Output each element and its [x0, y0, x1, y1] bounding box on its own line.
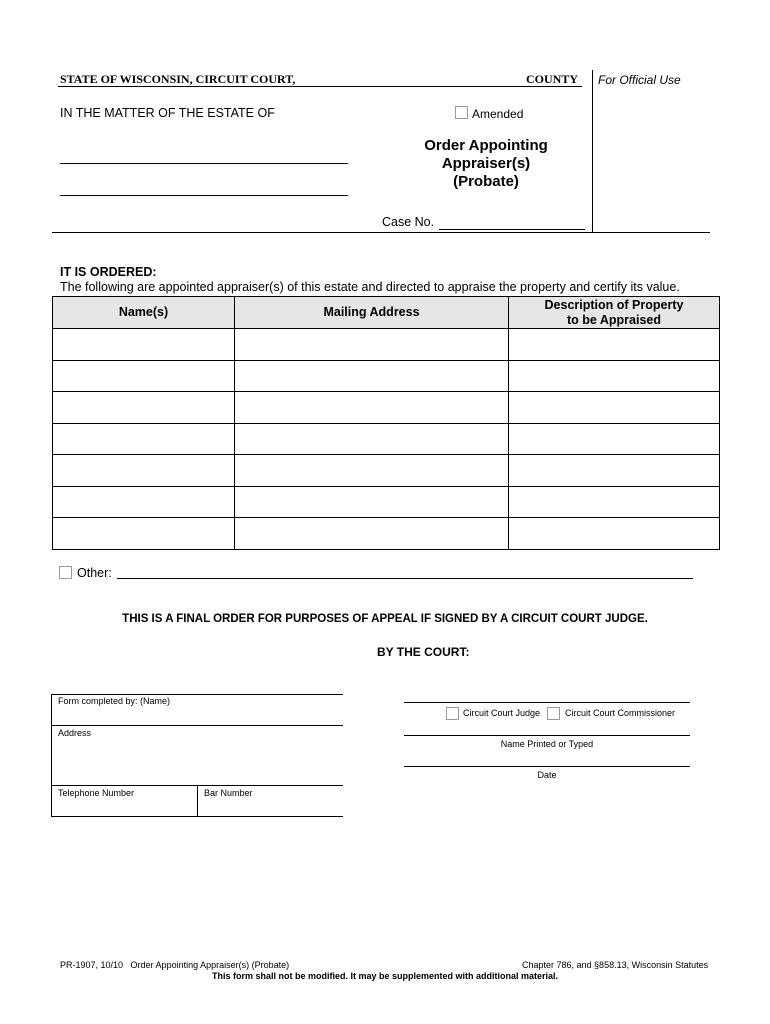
date-label: Date — [537, 770, 557, 780]
county-label: COUNTY — [526, 72, 579, 86]
address-cell[interactable] — [235, 360, 509, 392]
address-cell[interactable] — [235, 423, 509, 455]
name-cell[interactable] — [53, 329, 235, 361]
name-address-divider — [51, 725, 343, 726]
amended-label: Amended — [472, 107, 524, 121]
completed-by-address-label: Address — [58, 728, 92, 738]
table-row — [53, 486, 720, 518]
table-row — [53, 329, 720, 361]
table-row — [53, 423, 720, 455]
other-field[interactable] — [117, 578, 693, 579]
final-order-notice: THIS IS A FINAL ORDER FOR PURPOSES OF APPEAL IF SIGNED BY A CIRCUIT COURT JUDGE. — [122, 613, 648, 625]
table-row — [53, 392, 720, 424]
circuit-court-commissioner-label: Circuit Court Commissioner — [565, 708, 676, 718]
by-the-court-label: BY THE COURT: — [377, 645, 470, 659]
amended-checkbox[interactable] — [455, 106, 468, 119]
completed-by-name-label: Form completed by: (Name) — [58, 696, 171, 706]
form-title-line-2: Appraiser(s) — [441, 155, 531, 172]
address-cell[interactable] — [235, 392, 509, 424]
column-header-names: Name(s) — [53, 297, 235, 329]
order-text: The following are appointed appraiser(s) of this estate and directed to appraise the property and certify its value. — [60, 280, 680, 294]
address-cell[interactable] — [235, 486, 509, 518]
address-cell[interactable] — [235, 518, 509, 550]
circuit-court-judge-checkbox[interactable] — [446, 707, 459, 720]
other-checkbox[interactable] — [59, 566, 72, 579]
completed-by-address-field[interactable] — [52, 740, 342, 784]
official-use-divider — [592, 70, 593, 232]
other-label: Other: — [77, 566, 112, 580]
property-cell[interactable] — [509, 360, 720, 392]
name-printed-line[interactable] — [404, 735, 690, 736]
form-title-line-1: Order Appointing — [424, 137, 548, 154]
completed-by-name-field[interactable] — [52, 708, 342, 724]
decedent-name-line-1[interactable] — [60, 163, 348, 164]
name-cell[interactable] — [53, 455, 235, 487]
form-identifier: PR-1907, 10/10 Order Appointing Appraiser(s) (Probate) — [60, 960, 290, 970]
date-line[interactable] — [404, 766, 690, 767]
form-title-line-3: (Probate) — [453, 173, 519, 190]
name-cell[interactable] — [53, 360, 235, 392]
bar-number-field[interactable] — [198, 799, 342, 815]
name-cell[interactable] — [53, 423, 235, 455]
official-use-label: For Official Use — [598, 73, 681, 87]
completed-by-bottom-rule — [51, 816, 343, 817]
property-cell[interactable] — [509, 423, 720, 455]
telephone-number-field[interactable] — [52, 799, 196, 815]
header-bottom-rule — [52, 232, 710, 233]
column-header-property-line-2: to be Appraised — [567, 312, 661, 327]
telephone-number-label: Telephone Number — [58, 788, 135, 798]
name-printed-label: Name Printed or Typed — [500, 739, 594, 749]
column-header-property-description — [509, 297, 720, 329]
estate-matter-label: IN THE MATTER OF THE ESTATE OF — [60, 106, 275, 120]
appraiser-table — [52, 296, 720, 550]
property-cell[interactable] — [509, 455, 720, 487]
county-line[interactable] — [58, 86, 582, 87]
form-title — [406, 137, 566, 191]
table-row — [53, 360, 720, 392]
circuit-court-commissioner-checkbox[interactable] — [547, 707, 560, 720]
property-cell[interactable] — [509, 518, 720, 550]
signature-line[interactable] — [404, 702, 690, 703]
address-cell[interactable] — [235, 455, 509, 487]
name-cell[interactable] — [53, 518, 235, 550]
case-number-label: Case No. — [382, 215, 435, 229]
modification-notice: This form shall not be modified. It may be supplemented with additional material. — [211, 971, 559, 981]
property-cell[interactable] — [509, 329, 720, 361]
circuit-court-judge-label: Circuit Court Judge — [463, 708, 541, 718]
property-cell[interactable] — [509, 486, 720, 518]
table-header-row — [53, 297, 720, 329]
column-header-mailing-address: Mailing Address — [235, 297, 509, 329]
address-cell[interactable] — [235, 329, 509, 361]
bar-number-label: Bar Number — [204, 788, 253, 798]
property-cell[interactable] — [509, 392, 720, 424]
order-heading: IT IS ORDERED: — [60, 265, 157, 279]
table-row — [53, 455, 720, 487]
case-number-field[interactable] — [439, 229, 585, 230]
completed-by-top-rule — [51, 694, 343, 695]
court-name: STATE OF WISCONSIN, CIRCUIT COURT, — [60, 72, 296, 86]
name-cell[interactable] — [53, 486, 235, 518]
table-row — [53, 518, 720, 550]
statute-reference: Chapter 786, and §858.13, Wisconsin Statutes — [522, 960, 709, 970]
column-header-property-line-1: Description of Property — [544, 297, 684, 312]
decedent-name-line-2[interactable] — [60, 195, 348, 196]
name-cell[interactable] — [53, 392, 235, 424]
